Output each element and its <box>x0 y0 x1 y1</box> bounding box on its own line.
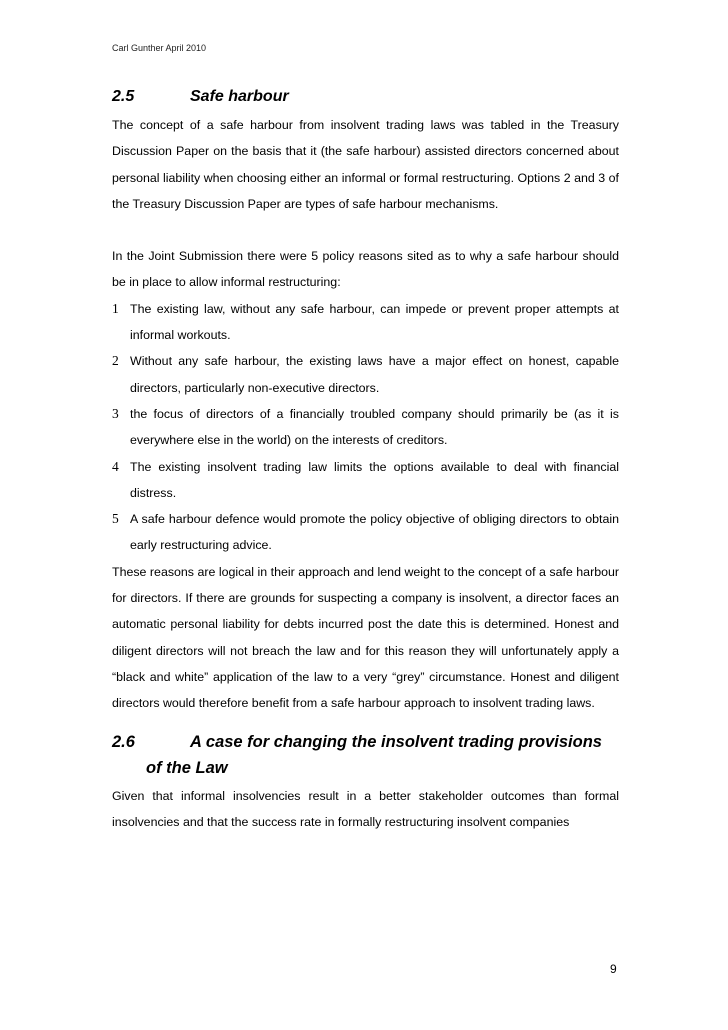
list-item <box>112 506 619 559</box>
list-item <box>112 296 619 349</box>
list-item-text: the focus of directors of a financially troubled company should primarily be (as it is everywhere else in the world) on the interests of creditors. <box>130 406 619 448</box>
list-item <box>112 401 619 454</box>
list-item <box>112 348 619 401</box>
list-item-number: 1 <box>112 300 119 316</box>
list-item-text: The existing law, without any safe harbour, can impede or prevent proper attempts at informal workouts. <box>130 301 619 343</box>
document-body <box>112 80 619 835</box>
section-number: 2.6 <box>112 732 135 751</box>
policy-reasons-list <box>112 296 619 559</box>
section-heading-line1 <box>112 729 619 755</box>
list-item-number: 5 <box>112 511 119 527</box>
section-title-line1: A case for changing the insolvent trading provisions <box>190 732 602 751</box>
list-item-text: Without any safe harbour, the existing laws have a major effect on honest, capable directors, particularly non-executive directors. <box>130 354 619 395</box>
section-number: 2.5 <box>112 88 135 105</box>
page-number: 9 <box>610 962 617 976</box>
list-item-number: 3 <box>112 405 119 421</box>
section-heading-2-6 <box>112 729 619 781</box>
section-title: Safe harbour <box>190 88 289 105</box>
list-item <box>112 454 619 507</box>
paragraph-spacer <box>112 217 619 243</box>
paragraph-joint-submission: In the Joint Submission there were 5 policy reasons sited as to why a safe harbour should be in place to allow informal restructuring: <box>112 249 619 290</box>
list-item-number: 2 <box>112 353 119 369</box>
list-item-text: A safe harbour defence would promote the policy objective of obliging directors to obtain early restructuring advice. <box>130 512 619 553</box>
paragraph-safe-harbour-concept: The concept of a safe harbour from insolvent trading laws was tabled in the Treasury Discussion Paper on the basis that it (the safe harbour) assisted directors concerned about personal liability when choosing either an informal or formal restructuring. Options 2 and 3 of the Treasury Discussion Paper are types of safe harbour mechanisms. <box>112 118 619 211</box>
paragraph-informal-insolvencies: Given that informal insolvencies result in a better stakeholder outcomes than formal insolvencies and that the success rate in formally restructuring insolvent companies <box>112 788 619 829</box>
paragraph-reasons-assessment: These reasons are logical in their approach and lend weight to the concept of a safe harbour for directors. If there are grounds for suspecting a company is insolvent, a director faces an automatic personal liability for debts incurred post the date this is determined. Honest and diligent directors will not breach the law and for this reason they will unfortunately apply a “black and white” application of the law to a very “grey” circumstance. Honest and diligent directors would therefore benefit from a safe harbour approach to insolvent trading laws. <box>112 564 619 711</box>
list-item-number: 4 <box>112 458 119 474</box>
section-heading-2-5 <box>112 88 619 106</box>
list-item-text: The existing insolvent trading law limits the options available to deal with financial distress. <box>130 459 619 500</box>
section-title-line2: of the Law <box>146 758 228 777</box>
page-header: Carl Gunther April 2010 <box>112 43 207 53</box>
